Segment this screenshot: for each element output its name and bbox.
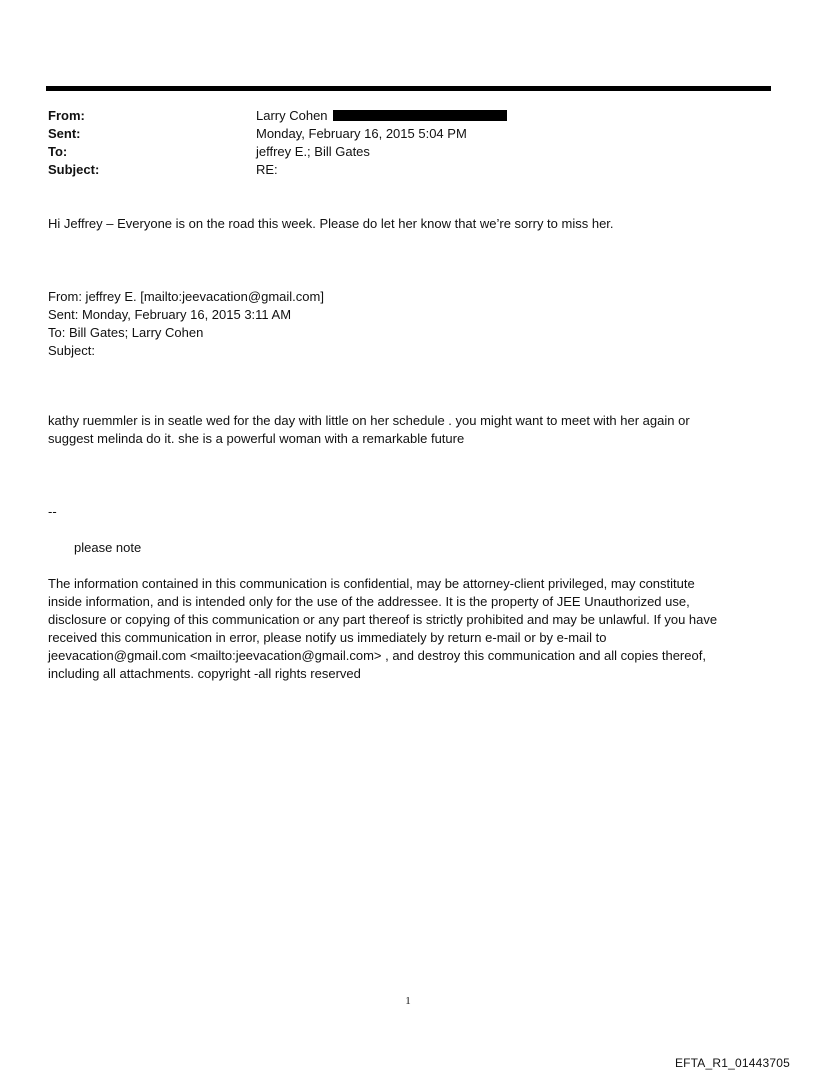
email-header: [48, 107, 748, 179]
original-subject: Subject:: [48, 343, 95, 358]
please-note-text: please note: [74, 540, 142, 555]
disclaimer-line: The information contained in this communication is confidential, may be attorney-client privileged, may constitute: [48, 576, 695, 591]
original-from: From: jeffrey E. [mailto:jeevacation@gmail.com]: [48, 289, 324, 304]
disclaimer-line: jeevacation@gmail.com <mailto:jeevacation@gmail.com> , and destroy this communication and all copies thereof,: [48, 648, 706, 663]
sent-value: Monday, February 16, 2015 5:04 PM: [256, 126, 467, 141]
please-note: [74, 539, 794, 557]
disclaimer: [48, 575, 768, 683]
subject-label: Subject:: [48, 162, 100, 177]
disclaimer-line: including all attachments. copyright -all rights reserved: [48, 666, 361, 681]
from-value: [256, 107, 748, 125]
from-name: Larry Cohen: [256, 108, 328, 123]
disclaimer-line: disclosure or copying of this communication or any part thereof is strictly prohibited and may be unlawful. If you have: [48, 612, 718, 627]
disclaimer-line: received this communication in error, please notify us immediately by return e-mail or by e-mail to: [48, 630, 607, 645]
sent-label: Sent:: [48, 126, 81, 141]
original-message-header: [48, 288, 768, 360]
original-to: To: Bill Gates; Larry Cohen: [48, 325, 204, 340]
signature-separator: [48, 503, 768, 521]
original-sent: Sent: Monday, February 16, 2015 3:11 AM: [48, 307, 292, 322]
subject-row: [48, 161, 748, 179]
original-message-body: [48, 412, 768, 448]
original-body-line: suggest melinda do it. she is a powerful woman with a remarkable future: [48, 431, 465, 446]
subject-value: RE:: [256, 162, 278, 177]
redaction-block: [333, 110, 507, 121]
disclaimer-line: inside information, and is intended only for the use of the addressee. It is the property of JEE Unauthorized use,: [48, 594, 690, 609]
to-label: To:: [48, 144, 68, 159]
from-row: [48, 107, 748, 125]
reply-body: [48, 215, 768, 233]
to-value: jeffrey E.; Bill Gates: [256, 144, 370, 159]
sent-row: [48, 125, 748, 143]
original-body-line: kathy ruemmler is in seatle wed for the day with little on her schedule . you might want to meet with her again or: [48, 413, 690, 428]
to-row: [48, 143, 748, 161]
reply-text: Hi Jeffrey – Everyone is on the road this week. Please do let her know that we’re sorry to miss her.: [48, 216, 614, 231]
header-rule: [46, 86, 771, 91]
page-number: 1: [405, 995, 411, 1007]
signature-dashes: --: [48, 504, 57, 519]
bates-number: EFTA_R1_01443705: [674, 1056, 790, 1070]
from-label: From:: [48, 108, 85, 123]
